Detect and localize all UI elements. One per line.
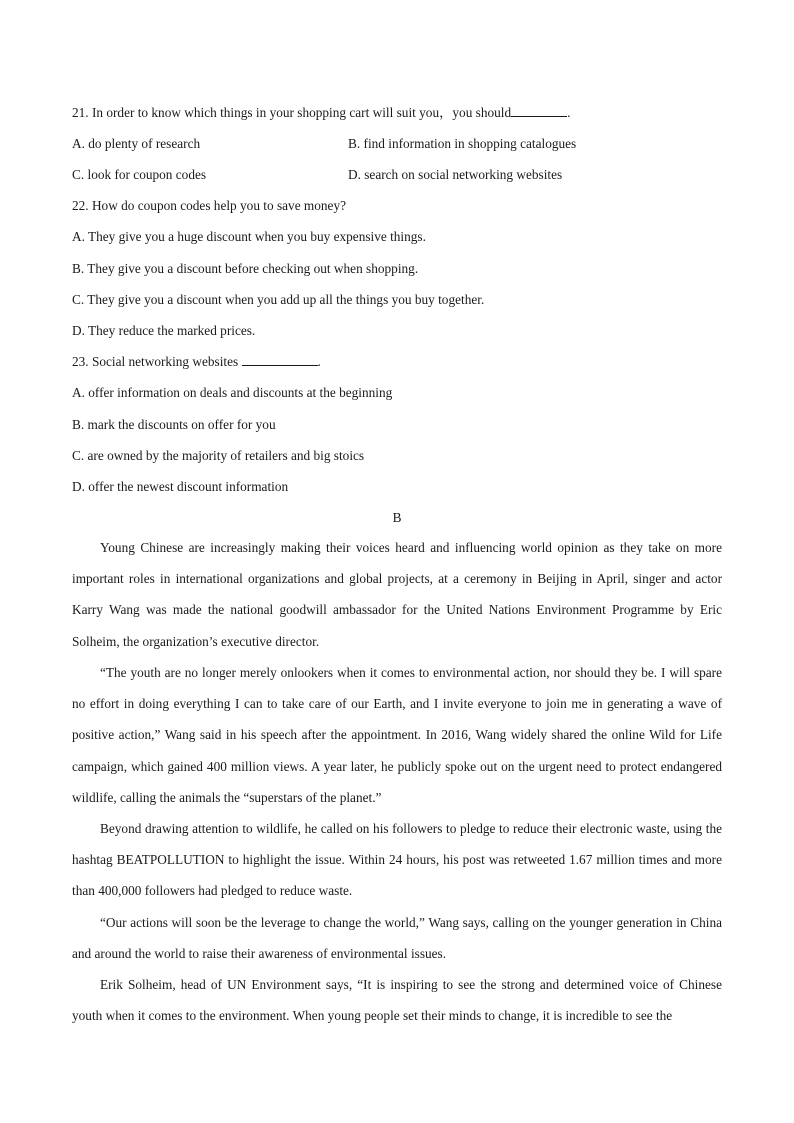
- passage-paragraph-4: “Our actions will soon be the leverage to change the world,” Wang says, calling on the younger generation in China and around the world to raise their awareness of environmental issues.: [72, 915, 722, 962]
- answer-blank: [242, 353, 318, 366]
- passage-paragraph-1: Young Chinese are increasingly making their voices heard and influencing world opinion as they take on more important roles in international organizations and global projects, at a ceremony in Beijing in April, singer and actor Karry Wang was made the national goodwill ambassador for the United Nations Environment Programme by Eric Solheim, the organization’s executive director.: [72, 540, 722, 649]
- question-21-stem: [72, 104, 570, 122]
- question-23-option-a: A. offer information on deals and discounts at the beginning: [72, 385, 393, 400]
- question-21-text: 21. In order to know which things in your shopping cart will suit you，you should: [72, 105, 512, 120]
- question-23-text: 23. Social networking websites: [72, 354, 242, 369]
- question-23-stem: [72, 353, 321, 371]
- question-22-stem: 22. How do coupon codes help you to save money?: [72, 198, 347, 213]
- question-21-option-c: C. look for coupon codes: [72, 167, 207, 182]
- question-21-option-d: D. search on social networking websites: [348, 167, 563, 182]
- passage-paragraph-5: Erik Solheim, head of UN Environment says, “It is inspiring to see the strong and determined voice of Chinese youth when it comes to the environment. When young people set their minds to change, it is incredible to see the: [72, 977, 722, 1024]
- question-22-option-b: B. They give you a discount before checking out when shopping.: [72, 261, 419, 276]
- passage-paragraph-2: “The youth are no longer merely onlookers when it comes to environmental action, nor should they be. I will spare no effort in doing everything I can to take care of our Earth, and I invite everyone to join me in generating a wave of positive action,” Wang said in his speech after the appointment. In 2016, Wang widely shared the online Wild for Life campaign, which gained 400 million views. A year later, he publicly spoke out on the urgent need to protect endangered wildlife, calling the animals the “superstars of the planet.”: [72, 665, 722, 805]
- question-21-option-a: A. do plenty of research: [72, 136, 201, 151]
- question-21-option-b: B. find information in shopping catalogues: [348, 136, 577, 151]
- passage-paragraph-3: Beyond drawing attention to wildlife, he called on his followers to pledge to reduce their electronic waste, using the hashtag BEATPOLLUTION to highlight the issue. Within 24 hours, his post was retweeted 1.67 million times and more than 400,000 followers had pledged to reduce waste.: [72, 821, 722, 899]
- question-21-period: .: [567, 105, 571, 120]
- question-23-option-d: D. offer the newest discount information: [72, 479, 289, 494]
- question-23-option-c: C. are owned by the majority of retailers and big stoics: [72, 448, 365, 463]
- question-22-option-a: A. They give you a huge discount when you buy expensive things.: [72, 229, 426, 244]
- question-23-period: .: [317, 354, 321, 369]
- answer-blank: [511, 104, 567, 117]
- question-22-option-c: C. They give you a discount when you add up all the things you buy together.: [72, 292, 485, 307]
- section-title: B: [392, 510, 402, 525]
- question-23-option-b: B. mark the discounts on offer for you: [72, 417, 276, 432]
- question-22-option-d: D. They reduce the marked prices.: [72, 323, 256, 338]
